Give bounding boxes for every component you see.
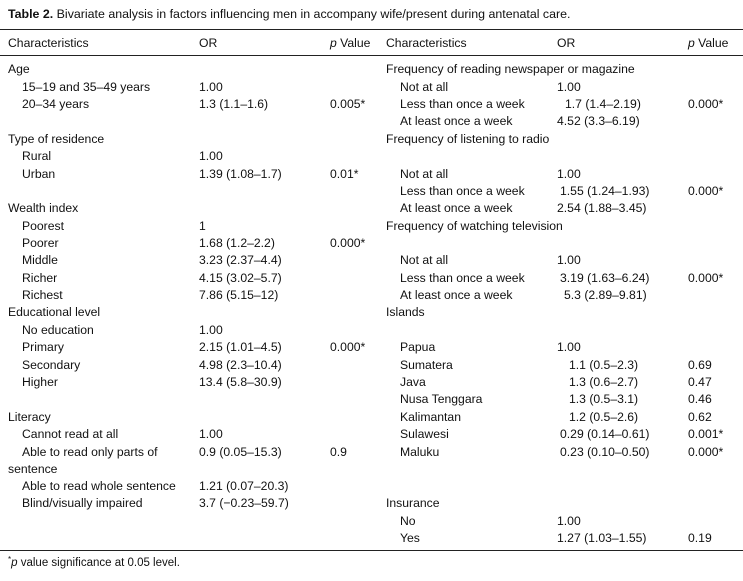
row-or: 2.54 (1.88–3.45) (557, 201, 647, 215)
group-title: Frequency of watching television (386, 219, 563, 233)
header-p-italic: p (688, 36, 695, 50)
group-title: Literacy (8, 410, 51, 424)
table-title: Bivariate analysis in factors influencing men in accompany wife/present during antenatal care. (56, 7, 571, 21)
header-characteristics-left: Characteristics (8, 36, 89, 50)
row-label: Richest (22, 288, 63, 302)
row-label: Less than once a week (400, 271, 525, 285)
row-label: Kalimantan (400, 410, 461, 424)
group-title: Islands (386, 305, 425, 319)
table-caption (8, 7, 570, 21)
row-label: Higher (22, 375, 58, 389)
row-label: Poorer (22, 236, 59, 250)
row-label: Not at all (400, 253, 449, 267)
row-or: 3.23 (2.37–4.4) (199, 253, 282, 267)
row-p: 0.47 (688, 375, 712, 389)
row-or: 5.3 (2.89–9.81) (564, 288, 647, 302)
row-or: 0.23 (0.10–0.50) (560, 445, 650, 459)
row-label: At least once a week (400, 201, 513, 215)
group-title: Type of residence (8, 132, 105, 146)
row-label: Middle (22, 253, 58, 267)
row-p: 0.19 (688, 531, 712, 545)
row-label: Rural (22, 149, 52, 163)
header-value-word: Value (340, 36, 371, 50)
row-or: 1.21 (0.07–20.3) (199, 479, 289, 493)
row-label: Less than once a week (400, 97, 525, 111)
row-label: Nusa Tenggara (400, 392, 483, 406)
group-title: Frequency of listening to radio (386, 132, 550, 146)
row-or: 1.27 (1.03–1.55) (557, 531, 647, 545)
header-p-italic: p (330, 36, 337, 50)
row-or: 1.00 (199, 427, 223, 441)
row-or: 1.1 (0.5–2.3) (569, 358, 639, 372)
row-or: 7.86 (5.15–12) (199, 288, 279, 302)
row-or: 1.00 (199, 80, 223, 94)
row-label: Richer (22, 271, 58, 285)
row-p: 0.000* (688, 97, 724, 111)
footnote-mark: * (8, 555, 12, 564)
row-or: 0.9 (0.05–15.3) (199, 445, 282, 459)
row-label: Blind/visually impaired (22, 496, 143, 510)
table-label: Table 2. (8, 7, 54, 21)
bottom-rule (0, 550, 743, 551)
row-or: 1.39 (1.08–1.7) (199, 167, 282, 181)
group-title: Wealth index (8, 201, 79, 215)
row-p: 0.000* (330, 236, 366, 250)
group-title: Age (8, 62, 30, 76)
row-label: Urban (22, 167, 56, 181)
row-or: 1.3 (0.5–3.1) (569, 392, 639, 406)
row-or: 1 (199, 219, 206, 233)
row-or: 1.00 (557, 340, 581, 354)
row-p: 0.46 (688, 392, 712, 406)
row-label: Not at all (400, 80, 449, 94)
group-title: Educational level (8, 305, 101, 319)
row-label: Able to read whole sentence (22, 479, 176, 493)
header-pvalue-left (330, 36, 370, 50)
header-or-left: OR (199, 36, 218, 50)
row-p: 0.9 (330, 445, 347, 459)
row-label: Sulawesi (400, 427, 449, 441)
row-label: Not at all (400, 167, 449, 181)
row-or: 1.55 (1.24–1.93) (560, 184, 650, 198)
row-p: 0.62 (688, 410, 712, 424)
row-p: 0.000* (688, 445, 724, 459)
row-label: Able to read only parts of (22, 445, 158, 459)
row-or: 3.19 (1.63–6.24) (560, 271, 650, 285)
row-or: 4.15 (3.02–5.7) (199, 271, 282, 285)
row-or: 1.00 (557, 167, 581, 181)
row-label: 15–19 and 35–49 years (22, 80, 151, 94)
row-label: Yes (400, 531, 420, 545)
header-rule (0, 55, 743, 56)
row-label: No education (22, 323, 94, 337)
row-or: 13.4 (5.8–30.9) (199, 375, 282, 389)
row-p: 0.01* (330, 167, 359, 181)
row-p: 0.001* (688, 427, 724, 441)
row-label: Cannot read at all (22, 427, 119, 441)
header-or-right: OR (557, 36, 576, 50)
footnote-text: value significance at 0.05 level. (17, 557, 180, 569)
footnote-p: p (11, 557, 18, 569)
row-label: Maluku (400, 445, 440, 459)
row-or: 1.00 (557, 80, 581, 94)
row-or: 1.00 (557, 253, 581, 267)
row-p: 0.000* (330, 340, 366, 354)
row-or: 4.52 (3.3–6.19) (557, 114, 640, 128)
row-or: 1.3 (1.1–1.6) (199, 97, 269, 111)
row-p: 0.000* (688, 271, 724, 285)
row-label: Less than once a week (400, 184, 525, 198)
header-value-word: Value (698, 36, 729, 50)
row-label: Secondary (22, 358, 81, 372)
row-p: 0.69 (688, 358, 712, 372)
row-or: 3.7 (−0.23–59.7) (199, 496, 289, 510)
row-or: 2.15 (1.01–4.5) (199, 340, 282, 354)
row-label: No (400, 514, 416, 528)
row-label: 20–34 years (22, 97, 90, 111)
row-p: 0.005* (330, 97, 366, 111)
row-label: Java (400, 375, 426, 389)
header-pvalue-right (688, 36, 728, 50)
footnote (8, 557, 180, 569)
row-label: Papua (400, 340, 436, 354)
row-label: Poorest (22, 219, 65, 233)
row-or: 4.98 (2.3–10.4) (199, 358, 282, 372)
row-label: Sumatera (400, 358, 453, 372)
row-or: 1.7 (1.4–2.19) (565, 97, 641, 111)
row-or: 0.29 (0.14–0.61) (560, 427, 650, 441)
row-or: 1.2 (0.5–2.6) (569, 410, 639, 424)
row-p: 0.000* (688, 184, 724, 198)
row-or: 1.3 (0.6–2.7) (569, 375, 639, 389)
row-or: 1.00 (199, 149, 223, 163)
row-label: Primary (22, 340, 64, 354)
group-title: Insurance (386, 496, 440, 510)
row-or: 1.00 (557, 514, 581, 528)
top-rule (0, 29, 743, 30)
header-characteristics-right: Characteristics (386, 36, 467, 50)
row-label-continued: sentence (8, 462, 58, 476)
row-label: At least once a week (400, 288, 513, 302)
row-or: 1.68 (1.2–2.2) (199, 236, 275, 250)
group-title: Frequency of reading newspaper or magazine (386, 62, 635, 76)
row-or: 1.00 (199, 323, 223, 337)
row-label: At least once a week (400, 114, 513, 128)
